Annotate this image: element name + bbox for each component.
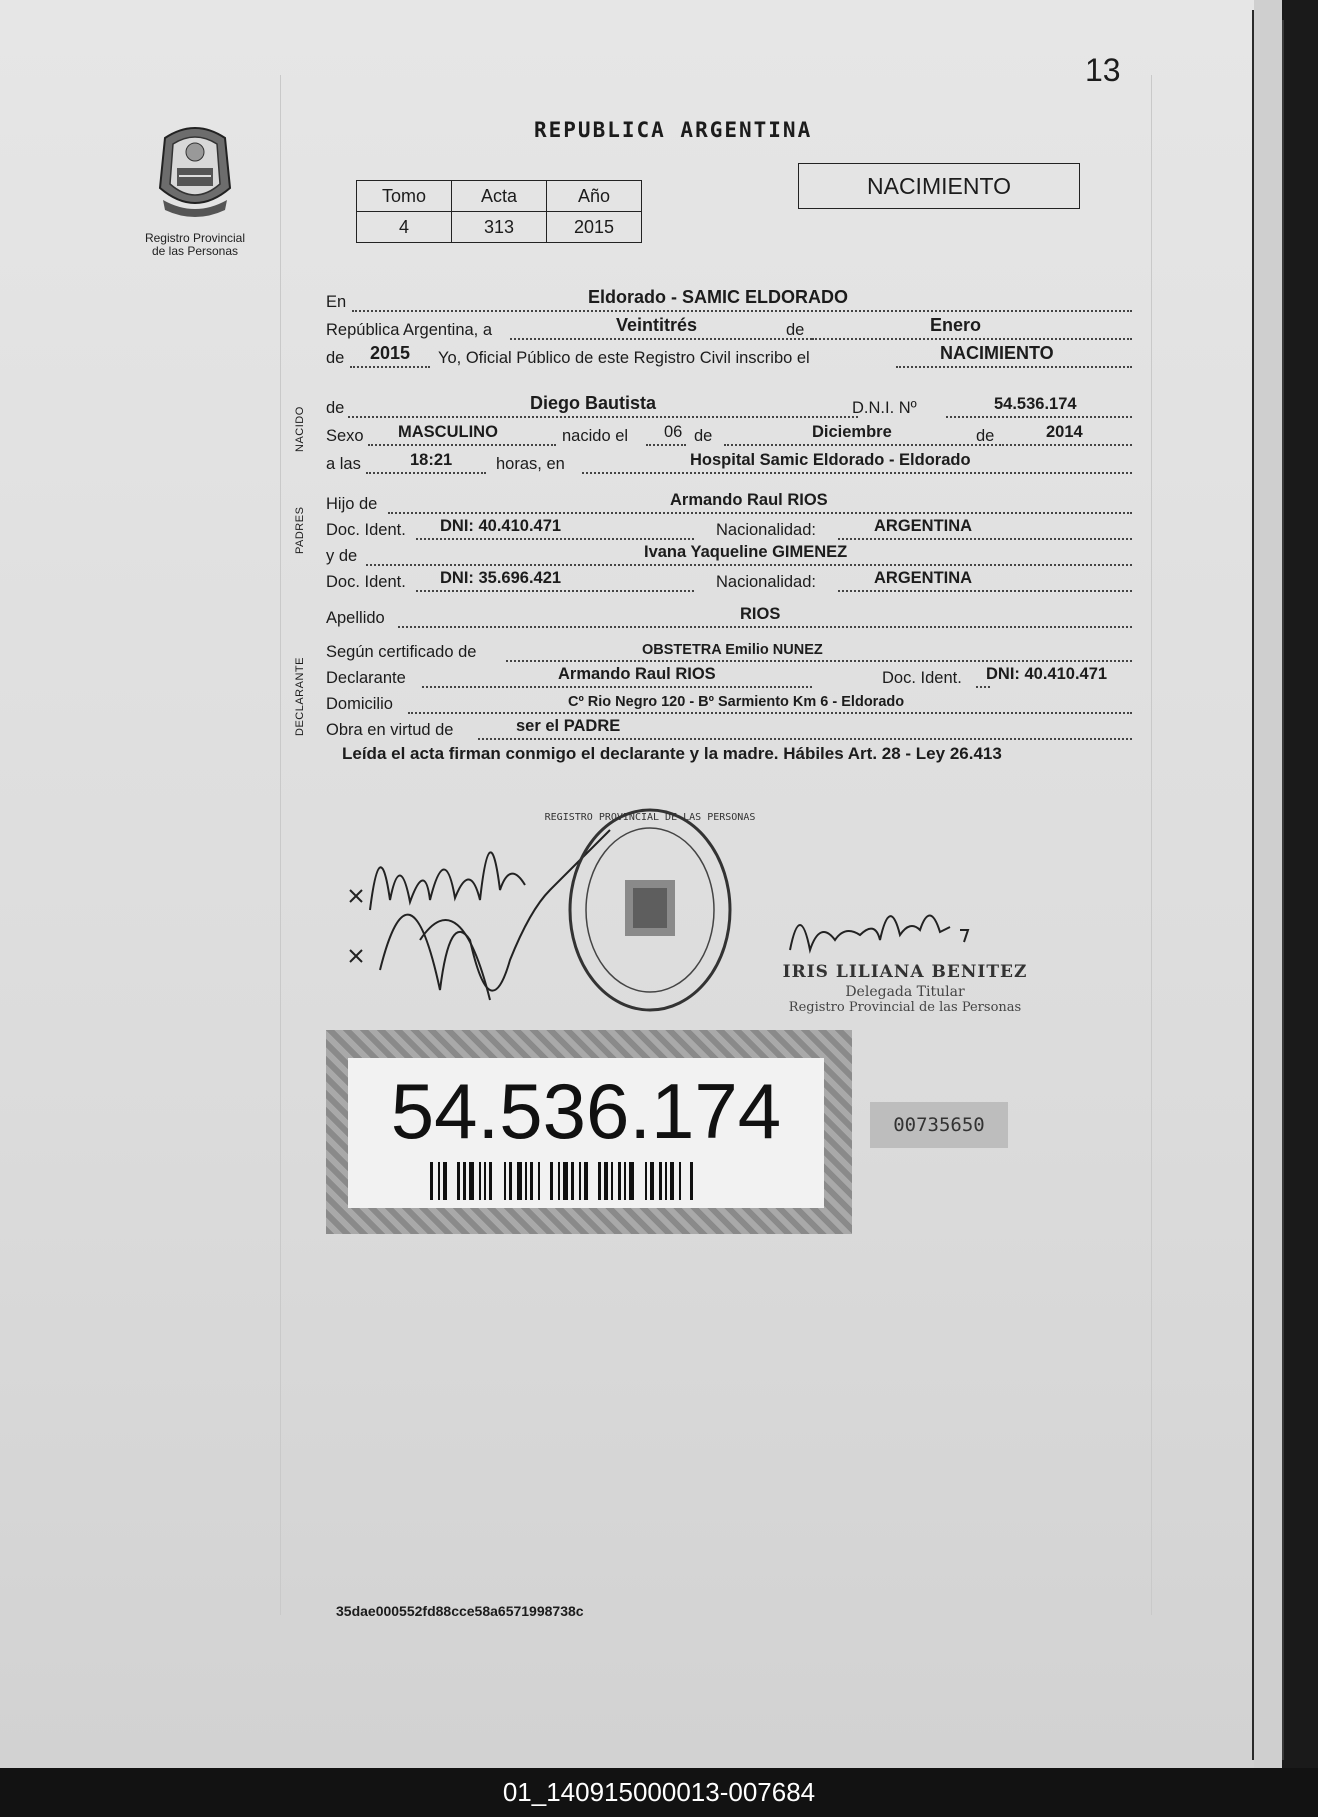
nacido-label: nacido el	[562, 427, 629, 445]
line-fecha	[326, 315, 1132, 342]
doc1-value: DNI: 40.410.471	[440, 517, 562, 535]
line-doc1	[326, 518, 1132, 542]
madre-value: Ivana Yaqueline GIMENEZ	[644, 543, 848, 561]
line-declarante	[326, 666, 1132, 690]
nac1-value: ARGENTINA	[874, 517, 973, 535]
line-inscribo	[326, 343, 1132, 370]
segun-value: OBSTETRA Emilio NUNEZ	[642, 642, 823, 658]
official-office: Registro Provincial de las Personas	[788, 1000, 1022, 1015]
nacido-de-label: de	[694, 427, 713, 445]
sticker-label	[348, 1058, 824, 1208]
serial-number: 00735650	[870, 1102, 1008, 1148]
nacido-anio: 2014	[1046, 423, 1083, 441]
footer-id: 01_140915000013-007684	[0, 1768, 1318, 1817]
obra-value: ser el PADRE	[516, 717, 621, 735]
hijo-label: Hijo de	[326, 495, 378, 513]
seal-text: REGISTRO PROVINCIAL DE LAS PERSONAS	[544, 812, 756, 823]
doc1-label: Doc. Ident.	[326, 521, 406, 539]
anio-value: 2015	[370, 343, 411, 363]
inscribo-value: NACIMIENTO	[940, 343, 1054, 363]
line-hora	[326, 452, 1132, 476]
decl-doc-value: DNI: 40.410.471	[986, 665, 1108, 683]
sexo-value: MASCULINO	[398, 423, 498, 441]
domicilio-label: Domicilio	[326, 695, 393, 713]
nombre-value: Diego Bautista	[530, 393, 657, 413]
nacido-dia: 06	[664, 423, 683, 441]
document-hash: 35dae000552fd88cce58a6571998738c	[336, 1603, 584, 1619]
registry-logo	[140, 118, 250, 268]
obra-label: Obra en virtud de	[326, 721, 454, 739]
ref-header-tomo: Tomo	[357, 181, 452, 212]
dni-value: 54.536.174	[994, 395, 1077, 413]
sexo-label: Sexo	[326, 427, 364, 445]
nac2-value: ARGENTINA	[874, 569, 973, 587]
page-edge-strip	[1254, 0, 1282, 1768]
misiones-coat-of-arms-icon	[145, 118, 245, 223]
en-label: En	[326, 293, 347, 311]
line-en	[326, 287, 1132, 314]
line-sexo	[326, 424, 1132, 448]
declarante-value: Armando Raul RIOS	[558, 665, 716, 683]
ref-value-tomo: 4	[357, 212, 452, 243]
de-label: de	[786, 321, 805, 339]
ref-header-acta: Acta	[452, 181, 547, 212]
nacido-mes: Diciembre	[812, 423, 892, 441]
decl-doc-label: Doc. Ident.	[882, 669, 962, 687]
act-type-box: NACIMIENTO	[798, 163, 1080, 209]
reference-table	[356, 180, 642, 243]
logo-caption-line1: Registro Provincial	[144, 231, 246, 245]
ref-value-acta: 313	[452, 212, 547, 243]
logo-caption-line2: de las Personas	[151, 244, 239, 258]
apellido-value: RIOS	[740, 605, 781, 623]
line-segun	[326, 640, 1132, 664]
page-edge-line-2	[1282, 20, 1284, 1760]
line-nombre	[326, 393, 1132, 420]
doc2-value: DNI: 35.696.421	[440, 569, 562, 587]
line-obra	[326, 718, 1132, 742]
line-doc2	[326, 570, 1132, 594]
official-name: IRIS LILIANA BENITEZ	[782, 962, 1028, 982]
id-sticker	[326, 1030, 852, 1234]
line-hijo	[326, 492, 1132, 516]
side-label-padres: PADRES	[294, 506, 306, 554]
nac1-label: Nacionalidad:	[716, 521, 816, 539]
nac2-label: Nacionalidad:	[716, 573, 816, 591]
hora-label: a las	[326, 455, 361, 473]
ref-header-anio: Año	[547, 181, 642, 212]
nombre-label: de	[326, 399, 345, 417]
signatures-and-seal	[330, 790, 780, 1030]
closing-text: Leída el acta firman conmigo el declarante y la madre. Hábiles Art. 28 - Ley 26.413	[342, 744, 1002, 763]
barcode-icon	[430, 1162, 744, 1200]
de2-label: de	[326, 349, 345, 367]
official-block	[770, 962, 1040, 1015]
official-signature-icon	[780, 890, 1000, 970]
en-value: Eldorado - SAMIC ELDORADO	[588, 287, 848, 307]
republica-label: República Argentina, a	[326, 321, 493, 339]
declarante-label: Declarante	[326, 669, 406, 687]
doc2-label: Doc. Ident.	[326, 573, 406, 591]
sticker-number: 54.536.174	[390, 1067, 782, 1155]
page-number: 13	[1085, 52, 1121, 88]
ref-value-anio: 2015	[547, 212, 642, 243]
page-edge-line	[1252, 10, 1254, 1760]
side-label-declarante: DECLARANTE	[294, 657, 306, 736]
hora-value: 18:21	[410, 451, 453, 469]
mes-value: Enero	[930, 315, 982, 335]
nacido-de2-label: de	[976, 427, 995, 445]
dia-value: Veintitrés	[616, 315, 698, 335]
horas-en-label: horas, en	[496, 455, 565, 473]
padre-value: Armando Raul RIOS	[670, 491, 828, 509]
line-domicilio	[326, 692, 1132, 716]
official-role: Delegada Titular	[845, 984, 965, 1000]
lugar-value: Hospital Samic Eldorado - Eldorado	[690, 451, 971, 469]
apellido-label: Apellido	[326, 609, 385, 627]
line-madre	[326, 544, 1132, 568]
side-label-nacido: NACIDO	[294, 406, 306, 452]
yde-label: y de	[326, 547, 358, 565]
document-header: REPUBLICA ARGENTINA	[534, 118, 813, 142]
dni-label: D.N.I. Nº	[852, 399, 917, 417]
segun-label: Según certificado de	[326, 643, 477, 661]
domicilio-value: Cº Rio Negro 120 - Bº Sarmiento Km 6 - Eldorado	[568, 694, 905, 710]
line-apellido	[326, 606, 1132, 630]
yo-label: Yo, Oficial Público de este Registro Civil inscribo el	[438, 349, 810, 367]
official-seal-icon	[570, 810, 730, 1010]
